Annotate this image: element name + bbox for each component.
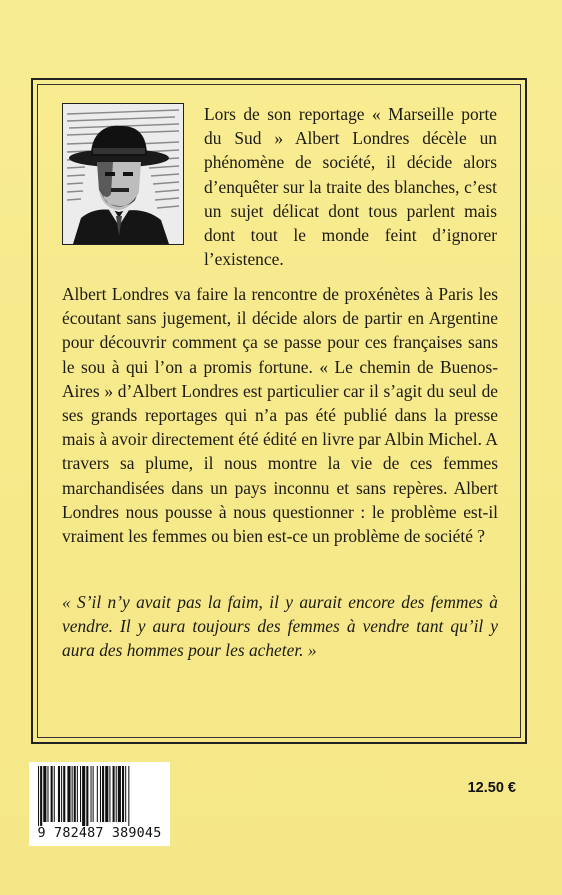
barcode-bar	[100, 766, 101, 822]
barcode-bar	[47, 766, 48, 822]
barcode-bar	[74, 766, 76, 822]
book-quote: « S’il n’y avait pas la faim, il y aurait encore des femmes à vendre. Il y aura toujours des femmes à vendre tant qu’il y aura des hommes pour les acheter. »	[62, 592, 498, 660]
barcode-bar	[97, 766, 98, 822]
barcode-bar	[125, 766, 126, 822]
barcode-bar	[118, 766, 121, 822]
intro-paragraph: Lors de son reportage « Marseille porte du Sud » Albert Londres décèle un phénomène de société, il décide alors d’enquêter sur la traite des blanches, c’est un sujet délicat dont tous parlent mais dont tout le monde feint d’ignorer l’existence.	[204, 104, 497, 270]
barcode-bar	[109, 766, 110, 822]
barcode-bar	[113, 766, 115, 822]
barcode-bar	[38, 766, 39, 826]
barcode-bar	[51, 766, 53, 822]
barcode-bar	[91, 766, 92, 822]
barcode-bar	[116, 766, 117, 822]
barcode-bar	[58, 766, 60, 822]
barcode-bar	[72, 766, 73, 822]
barcode-bar	[122, 766, 124, 822]
barcode-bar	[40, 766, 42, 826]
barcode-bar	[105, 766, 108, 822]
author-portrait-image	[62, 103, 184, 245]
barcode-bar	[43, 766, 46, 822]
barcode-bar	[102, 766, 104, 822]
barcode-bar	[54, 766, 55, 822]
barcode-bar	[63, 766, 65, 822]
ean-13-barcode-icon	[36, 766, 163, 826]
barcode-bar	[93, 766, 94, 822]
barcode-bar	[67, 766, 70, 822]
summary-paragraph: Albert Londres va faire la rencontre de proxénètes à Paris les écoutant sans jugement, il décide alors de partir en Argentine pour découvrir comment ça se passe pour ces françaises sans le sou à qui l’on a promis fortune. « Le chemin de Buenos-Aires » d’Albert Londres est particulier car il s’agit du seul de ses grands reportages qui n’a pas été publié dans la presse mais à avoir directement été édité en livre par Albin Michel. A travers sa plume, il nous montre la vie de ces femmes marchandisées dans un pays inconnu et sans repères. Albert Londres nous pousse à nous questionner : le problème est-il vraiment les femmes ou bien est-ce un problème de société ?	[62, 284, 498, 547]
barcode-bar	[61, 766, 62, 822]
author-portrait-icon	[63, 104, 183, 244]
barcode-bar	[128, 766, 129, 826]
barcode	[29, 762, 170, 846]
barcode-bar	[77, 766, 78, 822]
barcode-number: 9 782487 389045	[37, 826, 162, 841]
barcode-bar	[80, 766, 81, 822]
barcode-bar	[86, 766, 88, 826]
barcode-bar	[82, 766, 85, 826]
price-label: 12.50 €	[467, 780, 516, 796]
